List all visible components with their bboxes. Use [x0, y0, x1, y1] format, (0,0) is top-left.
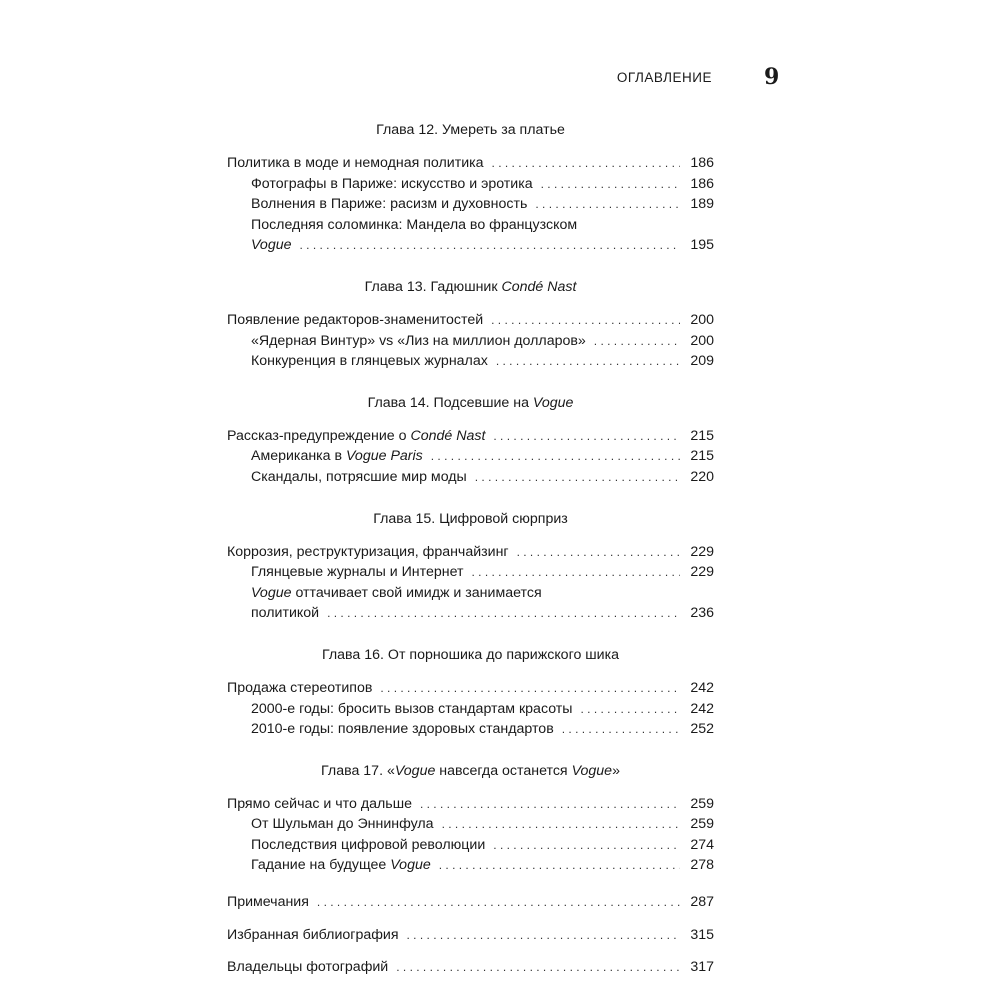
dot-leader [475, 467, 680, 488]
entry-page: 259 [690, 795, 714, 812]
entry-page: 259 [690, 816, 714, 833]
dot-leader [541, 174, 680, 195]
entry-page: 242 [690, 700, 714, 717]
toc-subentry: Последствия цифровой революции . . . 274 [227, 835, 714, 856]
toc-entry: Появление редакторов-знаменитостей . . . 200 [227, 310, 714, 331]
dot-leader [493, 835, 680, 856]
dot-leader [327, 603, 680, 624]
entry-page: 215 [690, 448, 714, 465]
running-header [0, 64, 1000, 94]
toc-subentry: Скандалы, потрясшие мир моды . . . 220 [227, 467, 714, 488]
toc-entry: Прямо сейчас и что дальше . . . 259 [227, 794, 714, 815]
entry-page: 236 [690, 605, 714, 622]
running-header-title: ОГЛАВЛЕНИЕ [616, 70, 712, 85]
toc-subentry: Фотографы в Париже: искусство и эротика . . . 186 [227, 174, 714, 195]
dot-leader [317, 892, 680, 913]
page-number: 9 [764, 64, 780, 90]
toc-subentry: Волнения в Париже: расизм и духовность . . . 189 [227, 194, 714, 215]
dot-leader [535, 194, 680, 215]
dot-leader [472, 562, 681, 583]
toc-subentry: Конкуренция в глянцевых журналах . . . 209 [227, 351, 714, 372]
dot-leader [491, 310, 680, 331]
dot-leader [442, 814, 680, 835]
dot-leader [580, 699, 680, 720]
entry-page: 278 [690, 857, 714, 874]
dot-leader [431, 446, 680, 467]
entry-page: 252 [690, 721, 714, 738]
entry-page: 242 [690, 679, 714, 696]
entry-page: 315 [690, 926, 714, 943]
chapter-13-title: Глава 13. Гадюшник Condé Nast [364, 278, 577, 295]
entry-page: 229 [690, 564, 714, 581]
toc-entry: Продажа стереотипов . . . 242 [227, 678, 714, 699]
entry-page: 200 [690, 332, 714, 349]
toc-subentry: 2000-е годы: бросить вызов стандартам красоты . . . 242 [227, 699, 714, 720]
dot-leader [439, 855, 680, 876]
table-of-contents [227, 119, 714, 978]
dot-leader [493, 426, 680, 447]
toc-subentry-line1: Vogue оттачивает свой имидж и занимается [251, 584, 542, 601]
toc-entry: Политика в моде и немодная политика . . . 186 [227, 153, 714, 174]
toc-subentry: Американка в Vogue Paris . . . 215 [227, 446, 714, 467]
chapter-12-title: Глава 12. Умереть за платье [376, 122, 565, 138]
entry-page: 220 [690, 468, 714, 485]
chapter-16-title: Глава 16. От порношика до парижского шика [321, 646, 619, 663]
dot-leader [407, 925, 680, 946]
dot-leader [420, 794, 680, 815]
chapter-15-title: Глава 15. Цифровой сюрприз [373, 510, 568, 527]
entry-page: 287 [690, 894, 714, 911]
dot-leader [492, 153, 680, 174]
toc-subentry: 2010-е годы: появление здоровых стандартов . . . 252 [227, 719, 714, 740]
entry-page: 186 [690, 155, 714, 171]
entry-page: 186 [690, 175, 714, 192]
toc-subentry: политикой . . . 236 [227, 603, 714, 624]
entry-page: 195 [690, 237, 714, 254]
dot-leader [517, 542, 680, 563]
toc-entry-bibliography: Избранная библиография . . . 315 [227, 925, 714, 946]
toc-subentry: Vogue . . . 195 [227, 235, 714, 256]
toc-entry-notes: Примечания . . . 287 [227, 892, 714, 913]
entry-page: 215 [690, 427, 714, 444]
entry-page: 200 [690, 311, 714, 328]
dot-leader [300, 235, 681, 256]
dot-leader [496, 351, 680, 372]
toc-subentry: Глянцевые журналы и Интернет . . . 229 [227, 562, 714, 583]
chapter-17-title: Глава 17. «Vogue навсегда останется Vogue» [321, 762, 620, 779]
dot-leader [380, 678, 680, 699]
entry-page: 317 [690, 959, 714, 976]
toc-subentry: Гадание на будущее Vogue . . . 278 [227, 855, 714, 876]
entry-page: 209 [690, 353, 714, 370]
toc-subentry-line1: Последняя соломинка: Мандела во французском [251, 216, 578, 233]
toc-entry: Рассказ-предупреждение о Condé Nast . . . 215 [227, 426, 714, 447]
chapter-14-title: Глава 14. Подсевшие на Vogue [367, 394, 574, 411]
dot-leader [562, 719, 680, 740]
toc-entry-photo-owners: Владельцы фотографий . . . 317 [227, 957, 714, 978]
dot-leader [594, 331, 680, 352]
entry-page: 274 [690, 836, 714, 853]
toc-subentry: «Ядерная Винтур» vs «Лиз на миллион долларов» . . . 200 [227, 331, 714, 352]
dot-leader [396, 957, 680, 978]
toc-entry: Коррозия, реструктуризация, франчайзинг . . . 229 [227, 542, 714, 563]
entry-page: 189 [690, 196, 714, 213]
entry-page: 229 [690, 543, 714, 560]
toc-subentry: От Шульман до Эннинфула . . . 259 [227, 814, 714, 835]
